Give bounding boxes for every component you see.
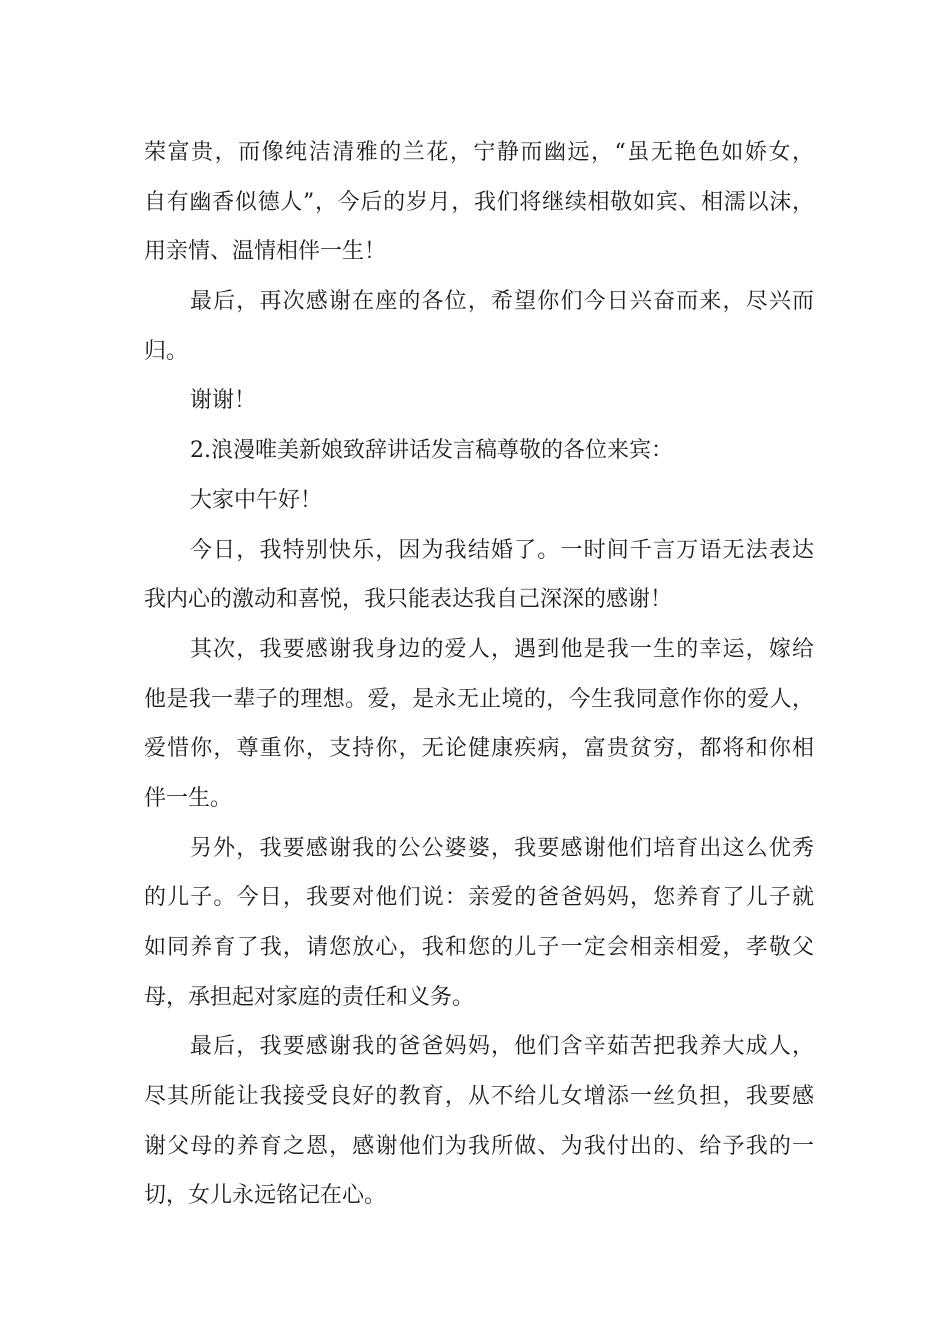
text-line: 今日，我特别快乐，因为我结婚了。一时间千言万语无法表达 [190,537,814,563]
text-line: 荣富贵，而像纯洁清雅的兰花，宁静而幽远，“虽无艳色如娇女， [144,140,814,165]
text-line: 用亲情、温情相伴一生！ [144,239,387,265]
text-line: 我内心的激动和喜悦，我只能表达我自己深深的感谢！ [144,587,673,613]
document-body [144,128,814,1221]
text-line: 的儿子。今日，我要对他们说：亲爱的爸爸妈妈，您养育了儿子就 [144,885,814,911]
text-line: 谢谢！ [190,388,257,414]
text-line: 如同养育了我，请您放心，我和您的儿子一定会相亲相爱，孝敬父 [144,935,814,960]
text-line: 大家中午好！ [190,487,323,513]
text-line: 切，女儿永远铭记在心。 [144,1183,387,1209]
text-line: 其次，我要感谢我身边的爱人，遇到他是我一生的幸运，嫁给 [190,636,814,662]
text-line: 尽其所能让我接受良好的教育，从不给儿女增添一丝负担，我要感 [144,1084,814,1110]
text-line: 另外，我要感谢我的公公婆婆，我要感谢他们培育出这么优秀 [190,835,814,861]
text-line: 母，承担起对家庭的责任和义务。 [144,984,475,1010]
text-line: 爱惜你，尊重你，支持你，无论健康疾病，富贵贫穷，都将和你相 [144,736,814,762]
text-line: 归。 [144,338,189,364]
text-line: 2.浪漫唯美新娘致辞讲话发言稿尊敬的各位来宾： [190,438,673,464]
text-line: 最后，再次感谢在座的各位，希望你们今日兴奋而来，尽兴而 [190,289,814,315]
text-line: 最后，我要感谢我的爸爸妈妈，他们含辛茹苦把我养大成人， [190,1034,814,1060]
text-line: 谢父母的养育之恩，感谢他们为我所做、为我付出的、给予我的一 [144,1133,814,1159]
text-line: 自有幽香似德人”，今后的岁月，我们将继续相敬如宾、相濡以沫， [144,189,814,215]
text-line: 他是我一辈子的理想。爱，是永无止境的，今生我同意作你的爱人， [144,686,814,712]
text-line: 伴一生。 [144,785,233,811]
